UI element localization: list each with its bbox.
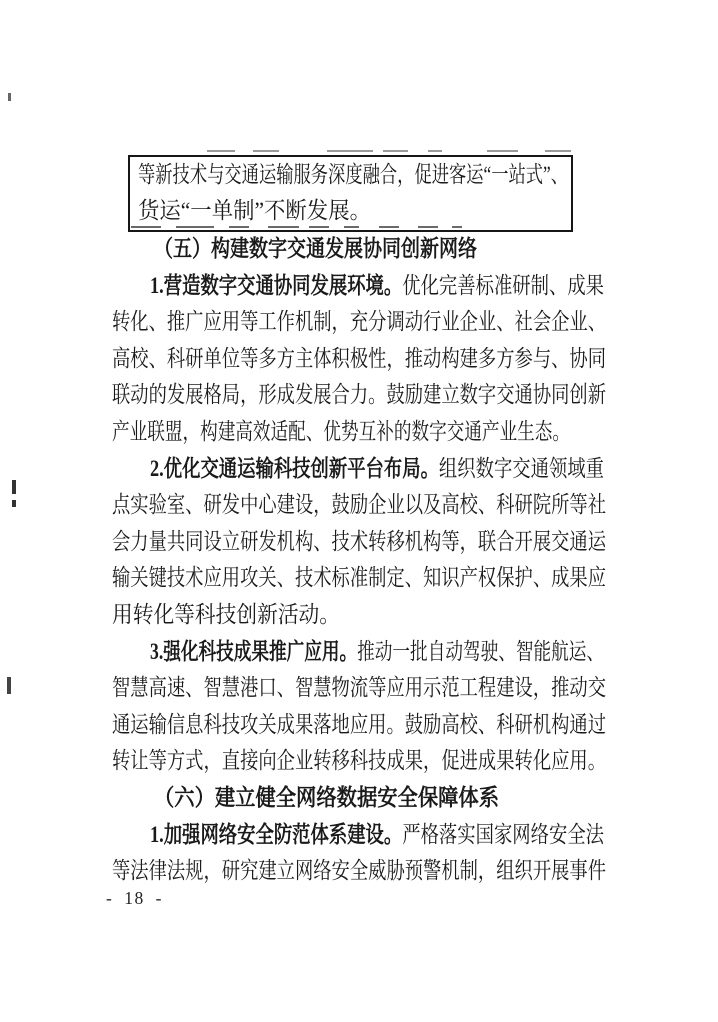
text-line-content: 联动的发展格局，形成发展合力。鼓励建立数字交通协同创新 [112,382,606,408]
scan-artifact [7,677,11,694]
page-number: - 18 - [106,888,163,908]
text-line [112,817,606,854]
bleed-through-dash [253,150,279,152]
text-line-content: 等法律法规，研究建立网络安全威胁预警机制，组织开展事件 [112,858,606,884]
text-line [112,597,606,634]
text-line-content: 1.营造数字交通协同发展环境。优化完善标准研制、成果 [150,272,604,298]
scan-artifact [12,480,16,494]
text-line-content: 2.优化交通运输科技创新平台布局。组织数字交通领域重 [150,455,604,481]
bleed-through-dash [207,150,235,152]
text-line-content: 产业联盟，构建高效适配、优势互补的数字交通产业生态。 [112,418,570,444]
text-line [112,743,606,780]
text-line [112,524,606,561]
text-line-content: 点实验室、研发中心建设，鼓励企业以及高校、科研院所等社 [112,492,606,518]
text-line-content: 智慧高速、智慧港口、智慧物流等应用示范工程建设，推动交 [112,675,606,701]
text-line [112,268,606,305]
text-line [112,341,606,378]
text-line-content: 会力量共同设立研发机构、技术转移机构等，联合开展交通运 [112,528,606,554]
text-line [112,853,606,890]
bleed-through-dash [545,150,571,152]
bleed-through-dash [344,226,359,228]
text-line-content: 1.加强网络安全防范体系建设。严格落实国家网络安全法 [150,821,604,847]
scan-artifact [12,500,16,507]
text-line [112,414,606,451]
text-line [112,560,606,597]
text-line [112,451,606,488]
text-line [112,707,606,744]
text-line-content: 高校、科研单位等多方主体积极性，推动构建多方参与、协同 [112,345,606,371]
text-line-content: 货运“一单制”不断发展。 [138,198,371,223]
text-line-content: 通运输信息科技攻关成果落地应用。鼓励高校、科研机构通过 [112,711,606,737]
bleed-through-dash [487,150,518,152]
bleed-through-dash [229,226,249,228]
text-line-content: （五）构建数字交通发展协同创新网络 [154,236,477,261]
text-line-content: 转化、推广应用等工作机制，充分调动行业企业、社会企业、 [112,309,606,335]
section-heading [112,780,606,817]
text-line [112,670,606,707]
bleed-through-dash [428,150,442,152]
bleed-through-dash [268,226,299,228]
text-line-content: 用转化等科技创新活动。 [112,601,340,627]
text-line [112,304,606,341]
bleed-through-dash [309,226,329,228]
bleed-through-dash [131,226,161,228]
text-line-content: 等新技术与交通运输服务深度融合，促进客运“一站式”、 [138,162,568,187]
text-line [112,634,606,671]
text-line-content: 3.强化科技成果推广应用。推动一批自动驾驶、智能航运、 [150,638,604,664]
text-line [112,377,606,414]
bleed-through-dash [383,150,408,152]
text-line [112,487,606,524]
bleed-through-dash [379,226,399,228]
document-body [112,231,606,890]
section-heading [112,231,606,268]
scan-artifact [8,93,11,101]
bleed-through-dash [176,226,214,228]
text-line [138,157,571,193]
text-line-content: 输关键技术应用攻关、技术标准制定、知识产权保护、成果应 [112,565,606,591]
text-line-content: （六）建立健全网络数据安全保障体系 [154,784,499,810]
text-line [138,193,571,229]
boxed-paragraph [128,155,573,232]
bleed-through-dash [452,226,462,228]
bleed-through-dash [418,226,438,228]
text-line-content: 转让等方式，直接向企业转移科技成果，促进成果转化应用。 [112,748,606,774]
bleed-through-dash [327,150,373,152]
